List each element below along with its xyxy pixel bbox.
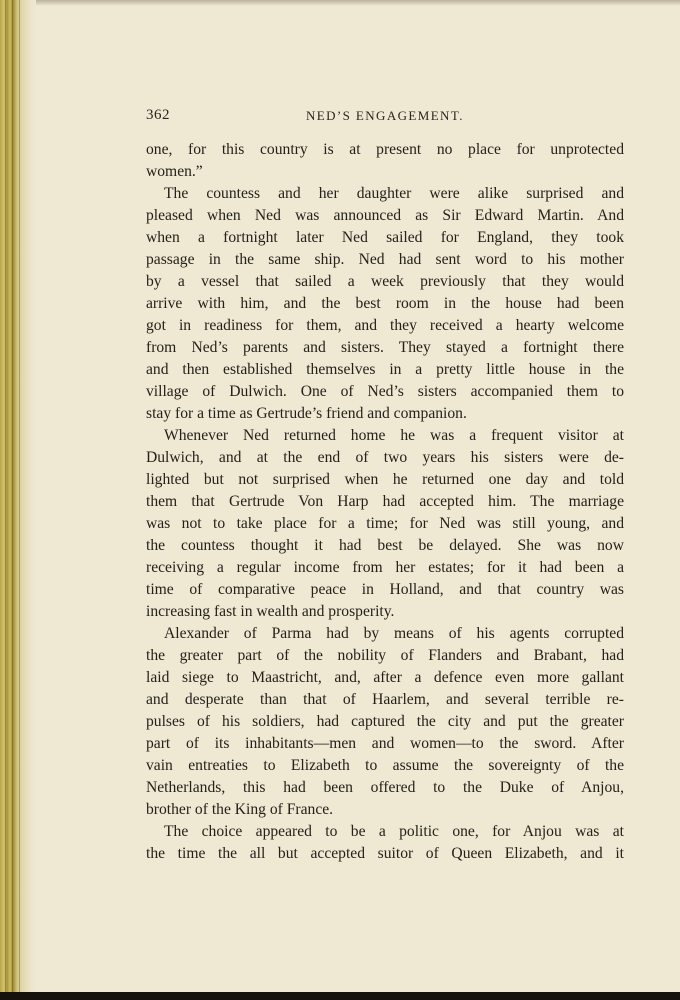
text-line: village of Dulwich. One of Ned’s sisters accompanied them to (146, 383, 624, 400)
text-line: got in readiness for them, and they received a hearty welcome (146, 317, 624, 334)
page-number: 362 (146, 107, 170, 123)
text-line: part of its inhabitants—men and women—to the sword. After (146, 735, 624, 752)
text-line: laid siege to Maastricht, and, after a defence even more gallant (146, 669, 624, 686)
binding-rule (5, 0, 6, 992)
page-bottom-edge (0, 992, 680, 1000)
text-line: passage in the same ship. Ned had sent word to his mother (146, 251, 624, 268)
text-line: pulses of his soldiers, had captured the city and put the greater (146, 713, 624, 730)
text-line: lighted but not surprised when he returned one day and told (146, 471, 624, 488)
page-top-edge (36, 0, 680, 6)
text-line: stay for a time as Gertrude’s friend and companion. (146, 405, 467, 422)
text-line: receiving a regular income from her estates; for it had been a (146, 559, 624, 576)
text-line: and then established themselves in a pretty little house in the (146, 361, 624, 378)
text-line: when a fortnight later Ned sailed for England, they took (146, 229, 624, 246)
running-head (146, 107, 624, 129)
text-line: The choice appeared to be a politic one, for Anjou was at (164, 823, 624, 840)
page-binding (0, 0, 36, 992)
text-line: the greater part of the nobility of Flanders and Brabant, had (146, 647, 624, 664)
text-line: Whenever Ned returned home he was a frequent visitor at (164, 427, 624, 444)
text-line: The countess and her daughter were alike surprised and (164, 185, 624, 202)
text-line: vain entreaties to Elizabeth to assume the sovereignty of the (146, 757, 624, 774)
text-line: the time the all but accepted suitor of Queen Elizabeth, and it (146, 845, 624, 862)
text-line: time of comparative peace in Holland, and that country was (146, 581, 624, 598)
text-line: brother of the King of France. (146, 801, 334, 818)
binding-rule (19, 0, 20, 992)
text-line: pleased when Ned was announced as Sir Edward Martin. And (146, 207, 624, 224)
text-line: from Ned’s parents and sisters. They stayed a fortnight there (146, 339, 624, 356)
text-line: was not to take place for a time; for Ned was still young, and (146, 515, 624, 532)
text-line: the countess thought it had best be delayed. She was now (146, 537, 624, 554)
text-line: and desperate than that of Haarlem, and several terrible re- (146, 691, 624, 708)
text-line: women.” (146, 163, 203, 180)
body-text (146, 139, 624, 865)
text-line: by a vessel that sailed a week previously that they would (146, 273, 624, 290)
text-line: Netherlands, this had been offered to the Duke of Anjou, (146, 779, 624, 796)
text-line: increasing fast in wealth and prosperity. (146, 603, 395, 620)
text-line: Alexander of Parma had by means of his agents corrupted (164, 625, 624, 642)
running-title: NED’S ENGAGEMENT. (306, 108, 464, 123)
text-line: arrive with him, and the best room in the house had been (146, 295, 624, 312)
text-line: one, for this country is at present no place for unprotected (146, 141, 624, 158)
binding-rule (12, 0, 13, 992)
text-line: Dulwich, and at the end of two years his sisters were de- (146, 449, 624, 466)
text-line: them that Gertrude Von Harp had accepted him. The marriage (146, 493, 624, 510)
